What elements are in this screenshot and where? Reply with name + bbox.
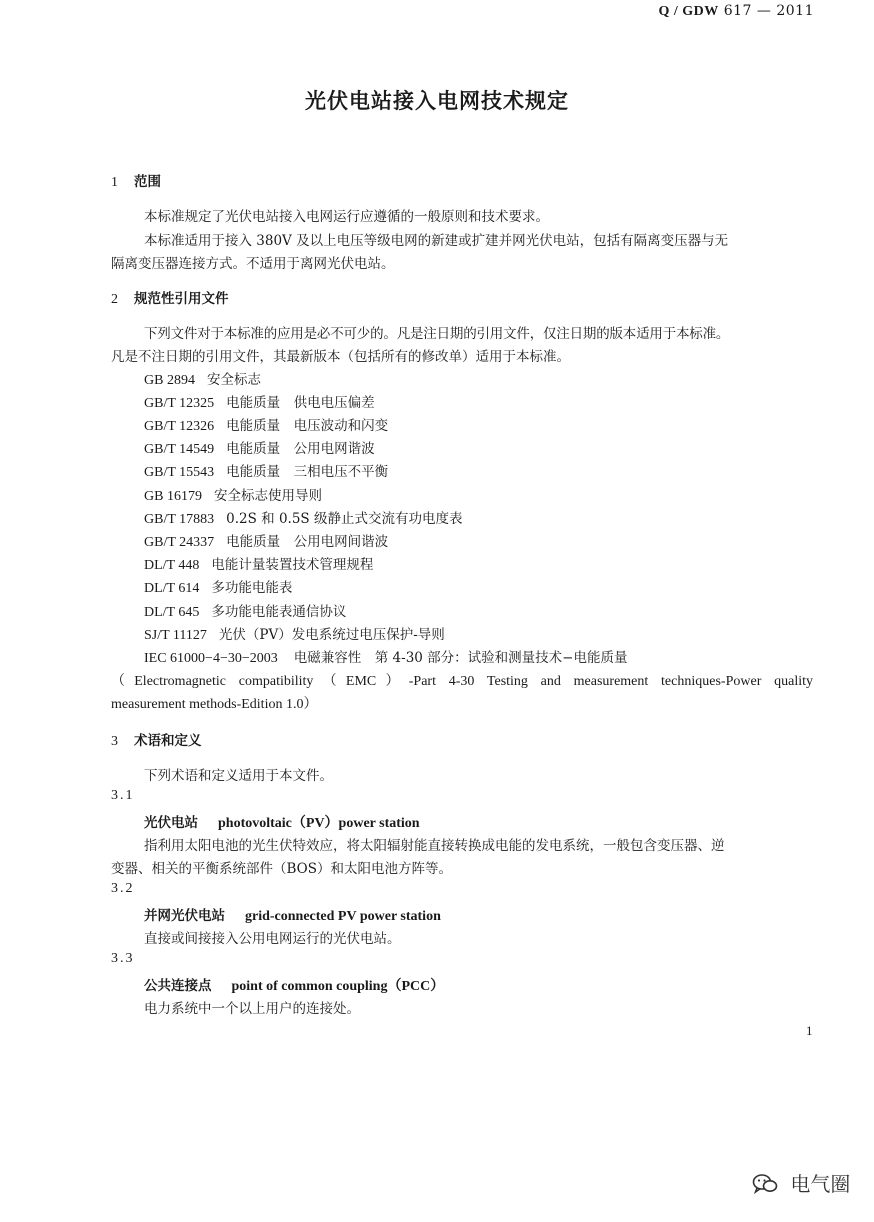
- reference-code: GB/T 15543: [144, 465, 215, 480]
- section-number: 2: [111, 292, 118, 307]
- reference-item: [144, 646, 627, 667]
- term-chinese: 光伏电站: [144, 815, 198, 831]
- reference-title: 电能质量 公用电网谐波: [226, 441, 375, 457]
- section-number: 3: [111, 734, 118, 749]
- reference-title: 电磁兼容性 第 4-30 部分：试验和测量技术−电能质量: [293, 650, 628, 666]
- iec-english-title-line-2: measurement methods-Edition 1.0）: [111, 697, 318, 712]
- section-heading-references: [111, 287, 229, 308]
- terms-intro: 下列术语和定义适用于本文件。: [144, 768, 333, 784]
- section-title: 规范性引用文件: [134, 291, 229, 307]
- section-heading-terms: [111, 729, 202, 750]
- reference-code: DL/T 614: [144, 581, 200, 596]
- term-chinese: 并网光伏电站: [144, 908, 225, 924]
- reference-title: 多功能电能表通信协议: [211, 604, 347, 620]
- reference-item: [144, 414, 388, 435]
- reference-code: GB/T 12326: [144, 419, 215, 434]
- reference-item: [144, 437, 375, 458]
- document-code-number: 617 — 2011: [723, 3, 814, 19]
- reference-item: [144, 600, 346, 621]
- watermark: [752, 1168, 850, 1197]
- reference-item: [144, 530, 388, 551]
- watermark-text: 电气圈: [790, 1172, 851, 1196]
- scope-paragraph-2-line-2: 隔离变压器连接方式。不适用于离网光伏电站。: [111, 256, 395, 272]
- section-title: 术语和定义: [134, 733, 202, 749]
- document-code: [659, 3, 815, 20]
- reference-title: 电能质量 三相电压不平衡: [226, 464, 389, 480]
- term-definition-line-2: 变器、相关的平衡系统部件（BOS）和太阳电池方阵等。: [111, 861, 452, 877]
- document-code-prefix: Q / GDW: [658, 4, 719, 19]
- term-heading: [144, 811, 420, 832]
- reference-title: 电能计量装置技术管理规程: [211, 557, 374, 573]
- term-english: grid-connected PV power station: [245, 909, 441, 924]
- reference-item: [144, 368, 261, 389]
- term-number: 3.2: [111, 881, 135, 896]
- scope-paragraph-2-line-1: 本标准适用于接入 380V 及以上电压等级电网的新建或扩建并网光伏电站，包括有隔离变压器与无: [144, 233, 729, 249]
- reference-title: 光伏（PV）发电系统过电压保护-导则: [218, 627, 445, 643]
- reference-title: 电能质量 公用电网间谐波: [226, 534, 389, 550]
- term-heading: [144, 974, 444, 995]
- term-number: 3.3: [111, 951, 135, 966]
- reference-code: GB/T 12325: [144, 396, 215, 411]
- reference-item: [144, 391, 375, 412]
- reference-code: DL/T 448: [144, 558, 200, 573]
- wechat-icon: [752, 1172, 790, 1196]
- reference-item: [144, 576, 292, 597]
- section-title: 范围: [134, 174, 161, 190]
- reference-item: [144, 507, 462, 528]
- iec-english-title-line-1: （Electromagnetic compatibility（EMC）-Part 4-30 Testing and measurement techniques-Power quality: [111, 674, 813, 689]
- page-number: 1: [806, 1023, 813, 1038]
- section-heading-scope: [111, 170, 161, 191]
- term-chinese: 公共连接点: [144, 978, 212, 994]
- reference-title: 多功能电能表: [211, 580, 293, 596]
- reference-item: [144, 553, 373, 574]
- reference-code: GB/T 24337: [144, 535, 215, 550]
- reference-title: 电能质量 电压波动和闪变: [226, 418, 389, 434]
- section-number: 1: [111, 175, 118, 190]
- references-intro-line-1: 下列文件对于本标准的应用是必不可少的。凡是注日期的引用文件，仅注日期的版本适用于本标准。: [144, 326, 730, 342]
- term-definition: 直接或间接接入公用电网运行的光伏电站。: [144, 931, 401, 947]
- reference-code: GB/T 14549: [144, 442, 215, 457]
- reference-code: GB 16179: [144, 489, 202, 504]
- reference-item: [144, 623, 445, 644]
- term-heading: [144, 904, 441, 925]
- reference-title: 安全标志使用导则: [213, 488, 322, 504]
- term-number: 3.1: [111, 788, 135, 803]
- reference-item: [144, 484, 322, 505]
- reference-item: [144, 460, 388, 481]
- reference-title: 电能质量 供电电压偏差: [226, 395, 375, 411]
- reference-title: 0.2S 和 0.5S 级静止式交流有功电度表: [226, 511, 463, 527]
- reference-code: GB/T 17883: [144, 512, 215, 527]
- term-definition: 电力系统中一个以上用户的连接处。: [144, 1001, 360, 1017]
- reference-title: 安全标志: [206, 372, 261, 388]
- scope-paragraph-1: 本标准规定了光伏电站接入电网运行应遵循的一般原则和技术要求。: [144, 209, 549, 225]
- term-definition-line-1: 指利用太阳电池的光生伏特效应，将太阳辐射能直接转换成电能的发电系统，一般包含变压器、逆: [144, 838, 725, 854]
- term-english: photovoltaic（PV）power station: [218, 816, 420, 831]
- references-intro-line-2: 凡是不注日期的引用文件，其最新版本（包括所有的修改单）适用于本标准。: [111, 349, 570, 365]
- reference-code: GB 2894: [144, 373, 195, 388]
- reference-code: SJ/T 11127: [144, 628, 207, 643]
- term-english: point of common coupling（PCC）: [231, 979, 445, 994]
- reference-code: DL/T 645: [144, 605, 200, 620]
- reference-code: IEC 61000−4−30−2003: [144, 651, 278, 666]
- page-title: 光伏电站接入电网技术规定: [305, 89, 569, 113]
